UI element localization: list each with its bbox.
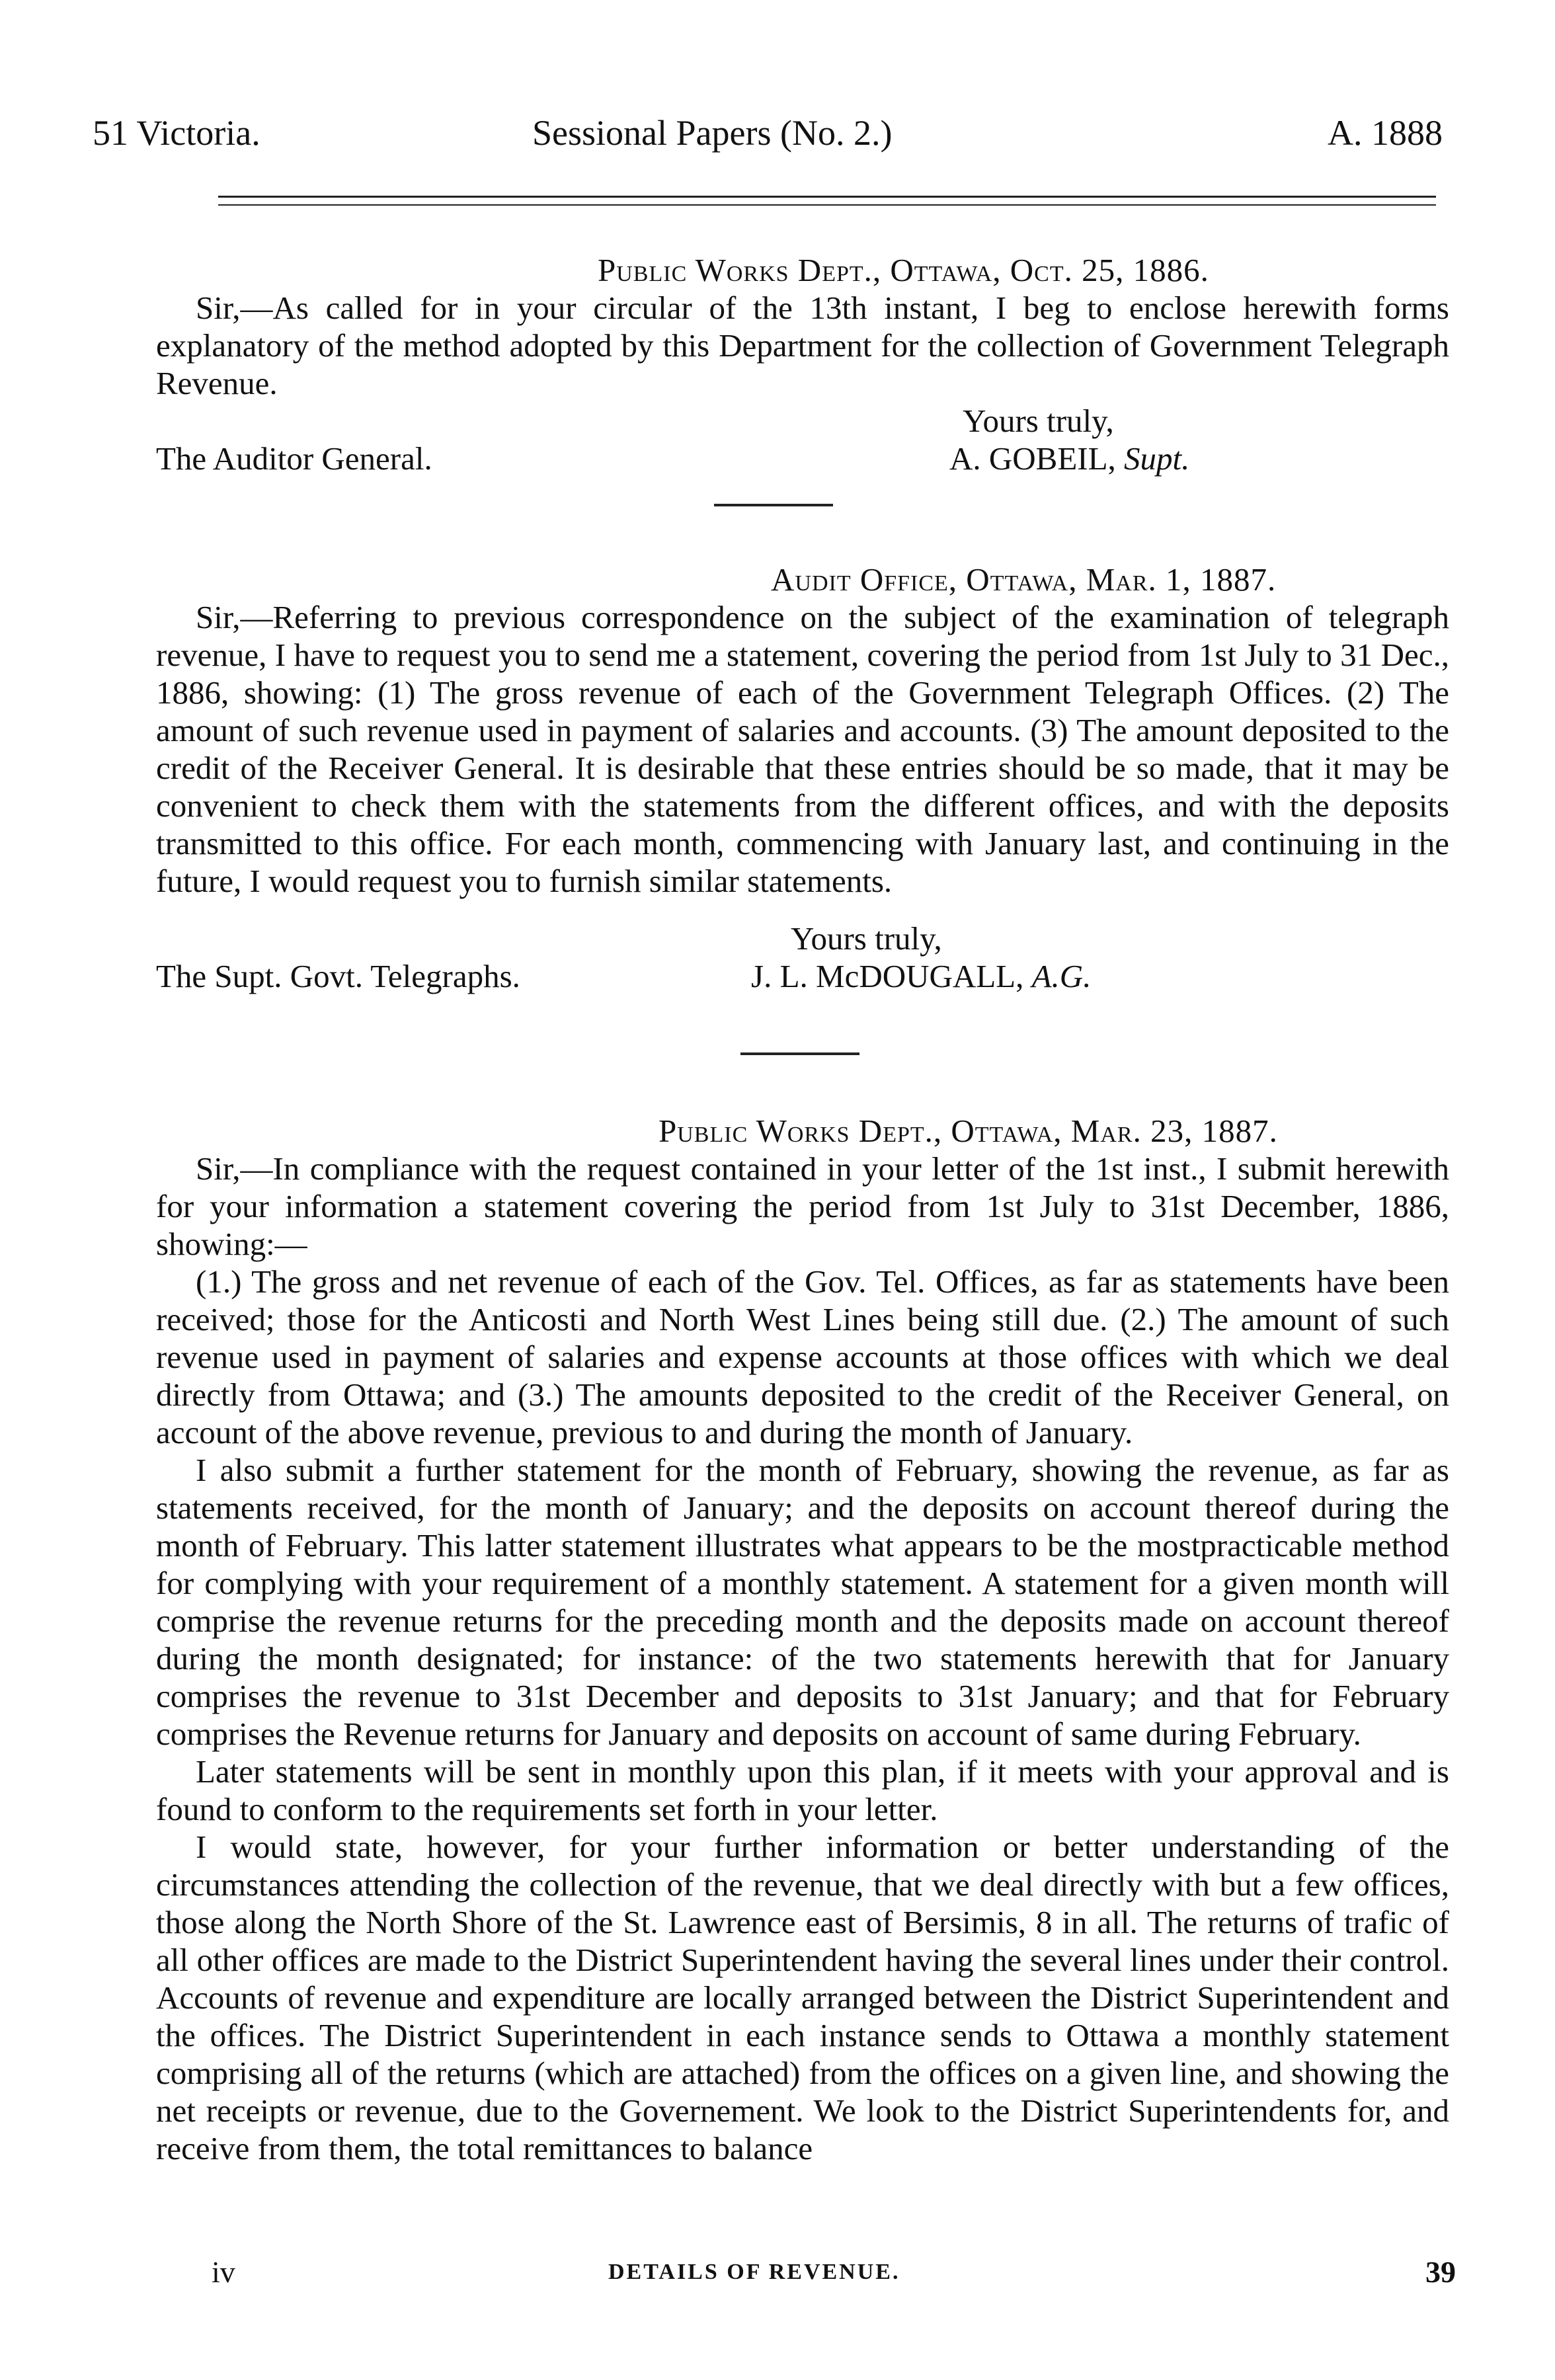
letter-1-addressee: The Auditor General. [156,440,432,477]
letter-3-para-2: (1.) The gross and net revenue of each of the Gov. Tel. Offices, as far as statements have been received; those for the Anticosti and North West Lines being still due. (2.) The amount of such revenue used in payment of salaries and expense accounts at those offices with which we deal directly from Ottawa; and (3.) The amounts deposited to the credit of the Receiver General, on account of the above revenue, previous to and during the month of January. [156,1263,1449,1450]
letter-3-para-4: Later statements will be sent in monthly upon this plan, if it meets with your approval and is found to conform to the requirements set forth in your letter. [156,1753,1449,1827]
header-rule [218,196,1436,206]
letter-1-closing: Yours truly, [963,403,1114,439]
letter-2-addressee: The Supt. Govt. Telegraphs. [156,958,520,994]
letter-1-sign-row [156,440,1449,477]
separator-rule-1 [714,504,833,506]
letter-1-signature-title: Supt. [1124,440,1190,477]
footer-signature-mark: iv [212,2255,235,2289]
letter-2-closing-row [156,920,1449,957]
letter-2-signature [751,957,1091,995]
letter-1-body: Sir,—As called for in your circular of the 13th instant, I beg to enclose herewith forms explanatory of the method adopted by this Department for the collection of Government Telegraph Revenue. [156,290,1449,401]
header-year: A. 1888 [1328,113,1443,153]
letter-3-para-5: I would state, however, for your further information or better understanding of the circumstances attending the collection of the revenue, that we deal directly with but a few offices, those along the North Shore of the St. Lawrence east of Bersimis, 8 in all. The returns of trafic of all other offices are made to the District Superintendent having the several lines under their control. Accounts of revenue and expenditure are locally arranged between the District Superintendent and the offices. The District Superintendent in each instance sends to Ottawa a monthly statement comprising all of the returns (which are attached) from the offices on a given line, and showing the net receipts or revenue, due to the Governement. We look to the District Superintendents for, and receive from them, the total remittances to balance [156,1829,1449,2166]
header-volume: 51 Victoria. [93,113,260,153]
letter-1-signature-name: A. GOBEIL, [949,440,1125,477]
letter-2-signature-title: A.G. [1031,958,1092,994]
footer-catchline: DETAILS OF REVENUE. [608,2260,900,2284]
letter-1-signature [949,440,1189,477]
letter-3 [156,1112,1449,2167]
letter-2-dateline: Audit Office, Ottawa, Mar. 1, 1887. [771,561,1277,598]
letter-1-closing-row [156,402,1449,440]
letter-3-dateline: Public Works Dept., Ottawa, Mar. 23, 1887. [658,1113,1278,1149]
letter-3-para-1: Sir,—In compliance with the request contained in your letter of the 1st inst., I submit herewith for your information a statement covering the period from 1st July to 31st December, 1886, showing:— [156,1150,1449,1262]
letter-2-closing: Yours truly, [791,920,942,957]
letter-2 [156,561,1449,995]
letter-1 [156,251,1449,477]
letter-2-sign-row [156,957,1449,995]
header-title: Sessional Papers (No. 2.) [532,113,893,153]
letter-3-para-3: I also submit a further statement for the month of February, showing the revenue, as far as statements received, for the month of January; and the deposits on account thereof during the month of February. This latter statement illustrates what appears to be the mostpracticable method for complying with your requirement of a monthly statement. A statement for a given month will comprise the revenue returns for the preceding month and the deposits made on account thereof during the month designated; for instance: of the two statements herewith that for January comprises the revenue to 31st December and deposits to 31st January; and that for February comprises the Revenue returns for January and deposits on account of same during February. [156,1452,1449,1752]
footer-page-number: 39 [1425,2255,1456,2289]
separator-rule-2 [740,1052,859,1055]
page-footer [212,2254,1456,2301]
letter-2-signature-name: J. L. McDOUGALL, [751,958,1032,994]
letter-2-body: Sir,—Referring to previous correspondence on the subject of the examination of telegraph revenue, I have to request you to send me a statement, covering the period from 1st July to 31 Dec., 1886, showing: (1) The gross revenue of each of the Government Telegraph Offices. (2) The amount of such revenue used in payment of salaries and accounts. (3) The amount deposited to the credit of the Receiver General. It is desirable that these entries should be so made, that it may be convenient to check them with the statements from the different offices, and with the deposits transmitted to this office. For each month, commencing with January last, and continuing in the future, I would request you to furnish similar statements. [156,599,1449,899]
letter-1-dateline: Public Works Dept., Ottawa, Oct. 25, 1886. [598,252,1209,288]
running-header [93,112,1443,165]
